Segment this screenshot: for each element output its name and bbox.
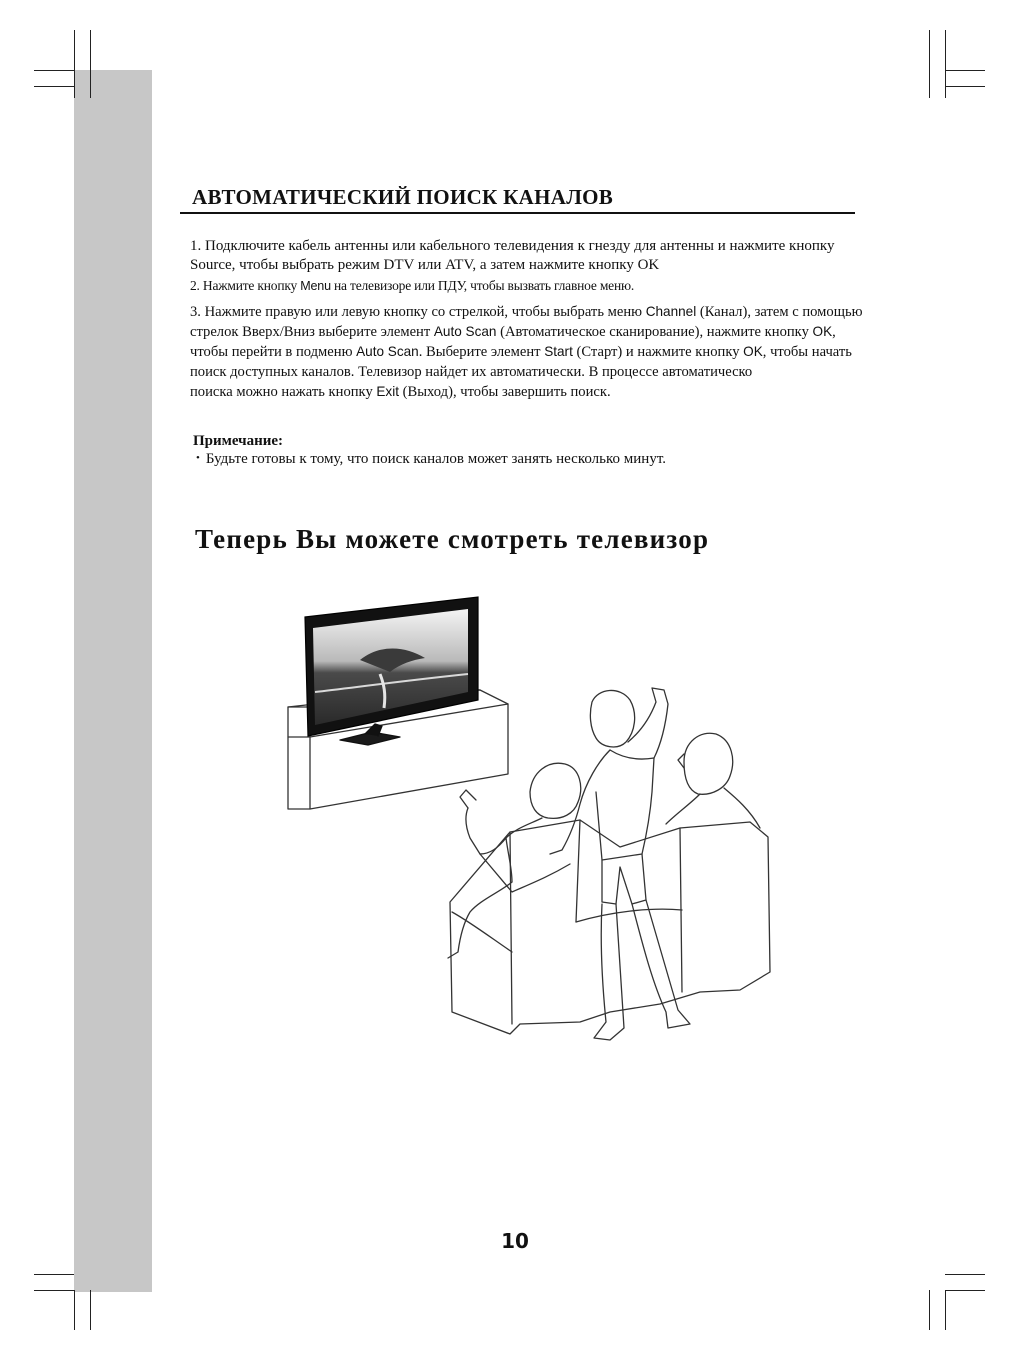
step-3-text-e: . Выберите элемент	[418, 344, 545, 360]
step-2-menu-key: Menu	[300, 279, 331, 293]
step-3-autoscan-key: Auto Scan	[433, 324, 497, 339]
step-1-text-a: 1. Подключите кабель антенны или кабельного телевидения к гнезду для антенны и нажмите кнопку	[190, 238, 835, 254]
crop-mark	[90, 30, 91, 98]
note-text: Будьте готовы к тому, что поиск каналов может занять несколько минут.	[205, 451, 666, 467]
title-underline	[180, 212, 855, 214]
standing-girl-figure	[550, 688, 690, 1040]
step-3-text-h: поиска можно нажать кнопку	[190, 384, 377, 400]
crop-mark	[34, 70, 74, 71]
family-watching-tv-illustration	[280, 592, 780, 1082]
note-item	[196, 451, 666, 468]
crop-mark	[945, 1290, 985, 1291]
boy-figure	[448, 763, 581, 958]
crop-mark	[945, 30, 946, 98]
step-3-text-i: (Выход), чтобы завершить поиск.	[399, 384, 611, 400]
step-3-exit-key: Exit	[376, 384, 399, 399]
step-1-text-b: , чтобы выбрать режим DTV или ATV, а затем нажмите кнопку OK	[231, 257, 660, 273]
instruction-step-2	[190, 276, 850, 296]
step-3-text-b: (Канал), затем с помощью стрелок Вверх/Вниз выберите элемент	[190, 304, 863, 340]
step-3-channel-key: Channel	[645, 304, 697, 319]
step-1-source-key: Source	[190, 257, 232, 273]
crop-mark	[945, 1290, 946, 1330]
margin-strip	[74, 70, 152, 1292]
step-3-autoscan-key-2: Auto Scan	[356, 344, 419, 359]
step-3-text-a: 3. Нажмите правую или левую кнопку со стрелкой, чтобы выбрать меню	[190, 304, 646, 320]
crop-mark	[34, 86, 74, 87]
woman-figure	[666, 733, 760, 828]
section-title: АВТОМАТИЧЕСКИЙ ПОИСК КАНАЛОВ	[192, 185, 614, 209]
instruction-step-3	[190, 302, 872, 402]
section-subtitle: Теперь Вы можете смотреть телевизор	[195, 524, 710, 554]
step-3-ok-key-2: OK	[743, 344, 763, 359]
sofa	[450, 820, 770, 1034]
crop-mark	[90, 1290, 91, 1330]
crop-mark	[34, 1290, 74, 1291]
step-3-start-key: Start	[544, 344, 573, 359]
instruction-step-1	[190, 237, 850, 275]
step-3-ok-key: OK	[812, 324, 833, 339]
crop-mark	[929, 30, 930, 98]
crop-mark	[945, 86, 985, 87]
crop-mark	[945, 70, 985, 71]
crop-mark	[929, 1290, 930, 1330]
step-2-text-b: на телевизоре или ПДУ, чтобы вызвать главное меню.	[330, 278, 635, 293]
step-3-text-c: (Автоматическое сканирование), нажмите кнопку	[496, 324, 813, 340]
step-2-text-a: 2. Нажмите кнопку	[190, 278, 301, 293]
step-3-text-g: , чтобы начать поиск доступных каналов. Телевизор найдет их автоматически. В процессе автоматическо	[190, 344, 852, 380]
crop-mark	[34, 1274, 74, 1275]
note-label: Примечание:	[193, 433, 284, 449]
crop-mark	[74, 1290, 75, 1330]
step-3-text-f: (Старт) и нажмите кнопку	[572, 344, 744, 360]
step-3-text-d: , чтобы перейти в подменю	[190, 324, 836, 360]
crop-mark	[74, 30, 75, 98]
tv-icon	[305, 597, 478, 736]
page-number: 10	[501, 1229, 529, 1253]
crop-mark	[945, 1274, 985, 1275]
bullet-icon: •	[196, 452, 200, 464]
